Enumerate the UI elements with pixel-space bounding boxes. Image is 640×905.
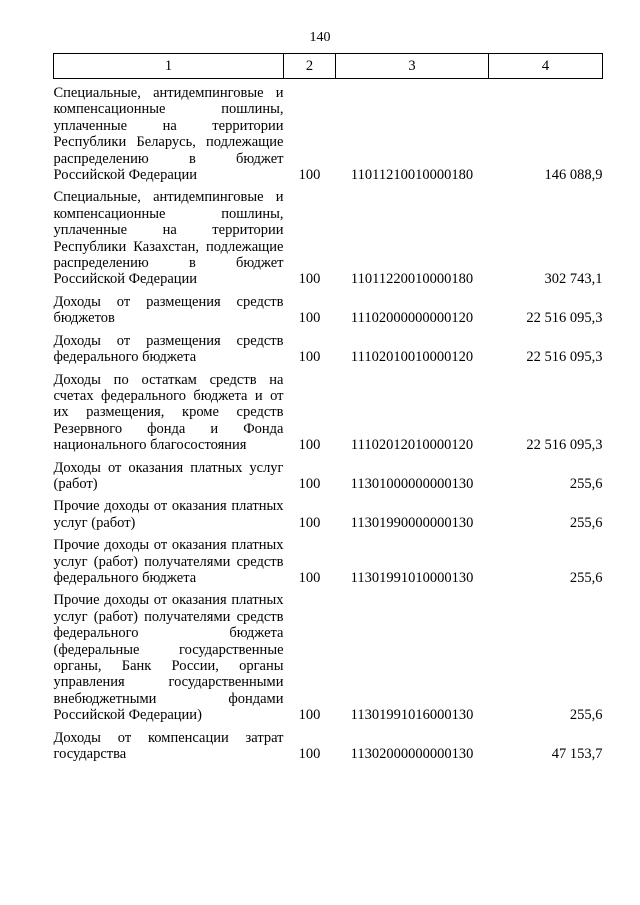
table-row (54, 189, 603, 287)
table-row (54, 592, 603, 723)
row-budget-code: 11302000000000130 (350, 746, 474, 763)
row-budget-code: 11102012010000120 (350, 437, 474, 454)
table-row (54, 85, 603, 183)
row-budget-code: 11102010010000120 (350, 349, 474, 366)
row-amount: 146 088,9 (544, 167, 603, 184)
row-name: Доходы от компенсации затрат государства (53, 729, 284, 763)
page-number: 140 (309, 30, 331, 45)
revenue-table (53, 53, 603, 762)
table-row (54, 537, 603, 586)
row-name: Прочие доходы от оказания платных услуг (работ) получателями средств федерального бюджета (53, 537, 284, 586)
row-admin-code: 100 (298, 310, 321, 327)
row-name: Специальные, антидемпинговые и компенсационные пошлины, уплаченные на территории Республики Казахстан, подлежащие распределению в бюджет Российской Федерации (53, 189, 284, 288)
table-row (54, 372, 603, 454)
row-admin-code: 100 (298, 707, 321, 724)
row-amount: 255,6 (569, 514, 603, 531)
row-amount: 47 153,7 (551, 746, 603, 763)
row-amount: 22 516 095,3 (526, 437, 603, 454)
row-admin-code: 100 (298, 746, 321, 763)
row-budget-code: 11301991010000130 (350, 569, 474, 586)
row-admin-code: 100 (298, 349, 321, 366)
table-row (54, 294, 603, 327)
row-budget-code: 11011210010000180 (350, 167, 474, 184)
table-header-row (54, 54, 603, 79)
row-name: Доходы от размещения средств федерального бюджета (53, 332, 284, 366)
row-name: Доходы от размещения средств бюджетов (53, 293, 284, 327)
table-row (54, 460, 603, 493)
column-header-2: 2 (284, 54, 336, 79)
row-amount: 255,6 (569, 707, 603, 724)
row-name: Прочие доходы от оказания платных услуг (работ) получателями средств федерального бюджета (федеральные государственные органы, Банк России, органы управления государственными внебюджетными фондами Российской Федерации) (53, 592, 284, 724)
row-budget-code: 11301000000000130 (350, 475, 474, 492)
column-header-3: 3 (336, 54, 489, 79)
row-admin-code: 100 (298, 514, 321, 531)
row-admin-code: 100 (298, 475, 321, 492)
row-budget-code: 11301991016000130 (350, 707, 474, 724)
row-amount: 22 516 095,3 (526, 349, 603, 366)
row-amount: 255,6 (569, 569, 603, 586)
row-admin-code: 100 (298, 271, 321, 288)
row-admin-code: 100 (298, 167, 321, 184)
row-name: Доходы от оказания платных услуг (работ) (53, 459, 284, 492)
row-name: Доходы по остаткам средств на счетах федерального бюджета и от их размещения, кроме средств Резервного фонда и Фонда национального благосостояния (53, 371, 284, 454)
row-budget-code: 11301990000000130 (350, 514, 474, 531)
row-admin-code: 100 (298, 437, 321, 454)
table-row (54, 498, 603, 531)
column-header-1: 1 (54, 54, 284, 79)
row-budget-code: 11011220010000180 (350, 271, 474, 288)
row-name: Специальные, антидемпинговые и компенсационные пошлины, уплаченные на территории Республики Беларусь, подлежащие распределению в бюджет Российской Федерации (53, 85, 284, 184)
row-amount: 22 516 095,3 (526, 310, 603, 327)
row-name: Прочие доходы от оказания платных услуг (работ) (53, 498, 284, 531)
row-budget-code: 11102000000000120 (350, 310, 474, 327)
row-admin-code: 100 (298, 569, 321, 586)
table-row (54, 730, 603, 763)
column-header-4: 4 (489, 54, 603, 79)
table-row (54, 333, 603, 366)
row-amount: 255,6 (569, 475, 603, 492)
row-amount: 302 743,1 (544, 271, 603, 288)
